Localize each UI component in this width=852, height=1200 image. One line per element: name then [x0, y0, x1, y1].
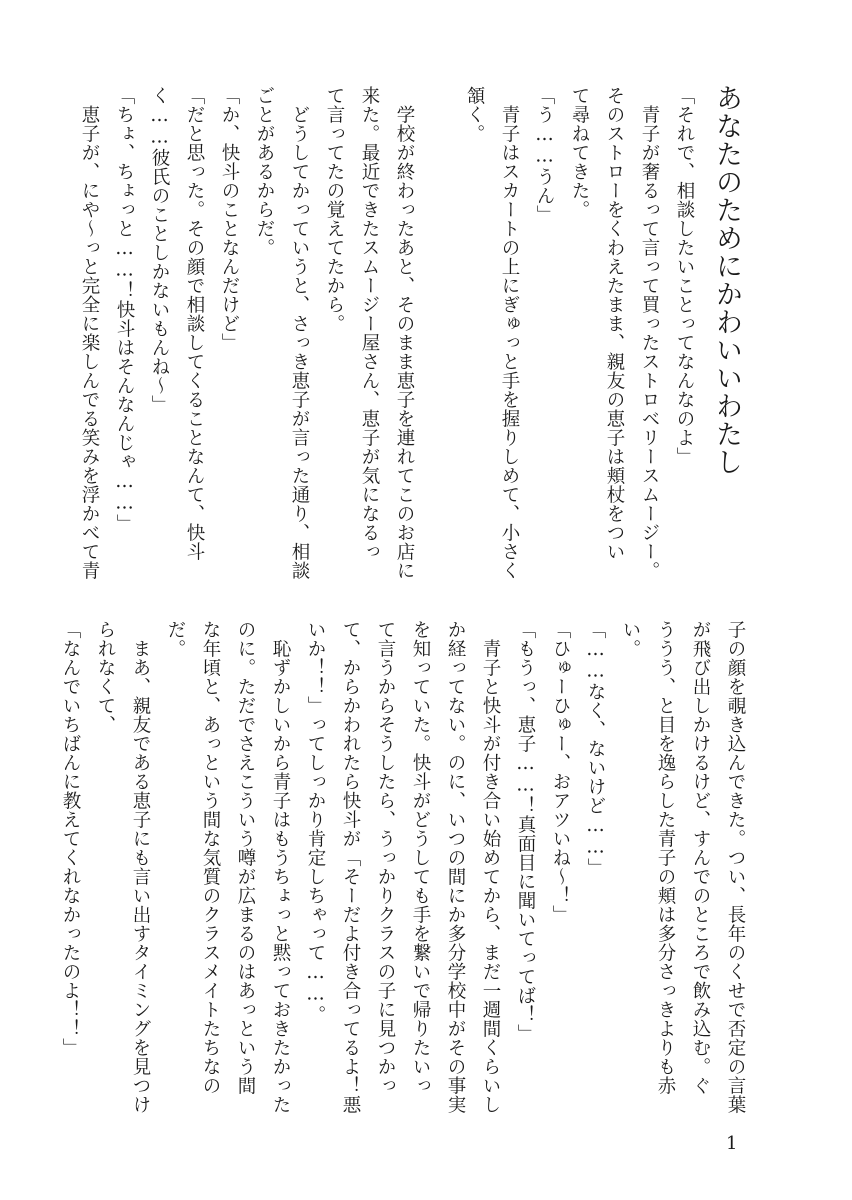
text-line: 「なんでいちばんに教えてくれなかったのよ！！」 [60, 620, 81, 1057]
text-line: を知っていた。快斗がどうしても手を繋いで帰りたいっ [410, 620, 431, 1095]
text-line: 学校が終わったあと、そのまま恵子を連れてこのお店に [394, 104, 415, 580]
text-line: 「う……うん」 [534, 86, 555, 224]
text-line: 「か、快斗のことなんだけど」 [219, 86, 240, 352]
text-line: そのストローをくわえたまま、親友の恵子は頬杖をつい [604, 86, 625, 561]
text-line: 青子と快斗が付き合い始めてから、まだ一週間くらいし [480, 638, 501, 1114]
text-line: 「それで、相談したいことってなんなのよ」 [674, 86, 695, 466]
text-line: い。 [620, 620, 641, 658]
text-line: どうしてかっていうと、さっき恵子が言った通り、相談 [289, 104, 310, 580]
text-line: 「……なく、ないけど……」 [585, 620, 606, 877]
story-title: あなたのためにかわいいわたし [711, 84, 742, 476]
text-line: 「だと思った。その顔で相談してくることなんて、快斗 [184, 86, 205, 561]
text-line: て尋ねてきた。 [569, 86, 590, 219]
text-line: な年頃と、あっという間な気質のクラスメイトたちなの [200, 620, 221, 1095]
text-line: ううう、と目を逸らした青子の頬は多分さっきよりも赤 [655, 620, 676, 1095]
text-line: 頷く。 [464, 86, 485, 143]
text-line: が飛び出しかけるけど、すんでのところで飲み込む。ぐ [690, 620, 711, 1095]
lower-text-column [60, 620, 753, 1114]
text-line: だ。 [165, 620, 186, 658]
text-line: て言ってたの覚えてたから。 [324, 86, 345, 333]
text-line: て、からかわれたら快斗が「そーだよ付き合ってるよ！悪 [340, 620, 361, 1114]
text-line: 「もうっ、恵子……！真面目に聞いてってば！」 [515, 620, 536, 1043]
text-line: 恵子が、にや～っと完全に楽しんでる笑みを浮かべて青 [79, 104, 100, 580]
upper-text-column [79, 86, 702, 586]
text-line: 子の顔を覗き込んできた。つい、長年のくせで否定の言葉 [725, 620, 746, 1114]
text-line [422, 86, 457, 586]
text-line: のに。ただでさえこういう噂が広まるのはあっという間 [235, 620, 256, 1095]
text-line: 青子が奢るって言って買ったストロベリースムージー。 [639, 104, 660, 580]
text-line: ごとがあるからだ。 [254, 86, 275, 257]
text-line: 「ちょ、ちょっと……！快斗はそんなんじゃ……」 [114, 86, 135, 533]
text-line: 「ひゅーひゅー、おアツいね～！」 [550, 620, 571, 924]
page-number: 1 [726, 1133, 738, 1154]
text-line: られなくて、 [95, 620, 116, 734]
text-line: く……彼氏のことしかないもんね～」 [149, 86, 170, 414]
text-line: 来た。最近できたスムージー屋さん、恵子が気になるっ [359, 86, 380, 561]
text-line: 青子はスカートの上にぎゅっと手を握りしめて、小さく [499, 104, 520, 580]
text-line: まあ、親友である恵子にも言い出すタイミングを見つけ [130, 638, 151, 1114]
text-line: いか！！」ってしっかり肯定しちゃって……。 [305, 620, 326, 1024]
text-line: て言うからそうしたら、うっかりクラスの子に見つかっ [375, 620, 396, 1095]
text-line: 恥ずかしいから青子はもうちょっと黙っておきたかった [270, 638, 291, 1114]
text-line: か経ってない。のに、いつの間にか多分学校中がその事実 [445, 620, 466, 1114]
